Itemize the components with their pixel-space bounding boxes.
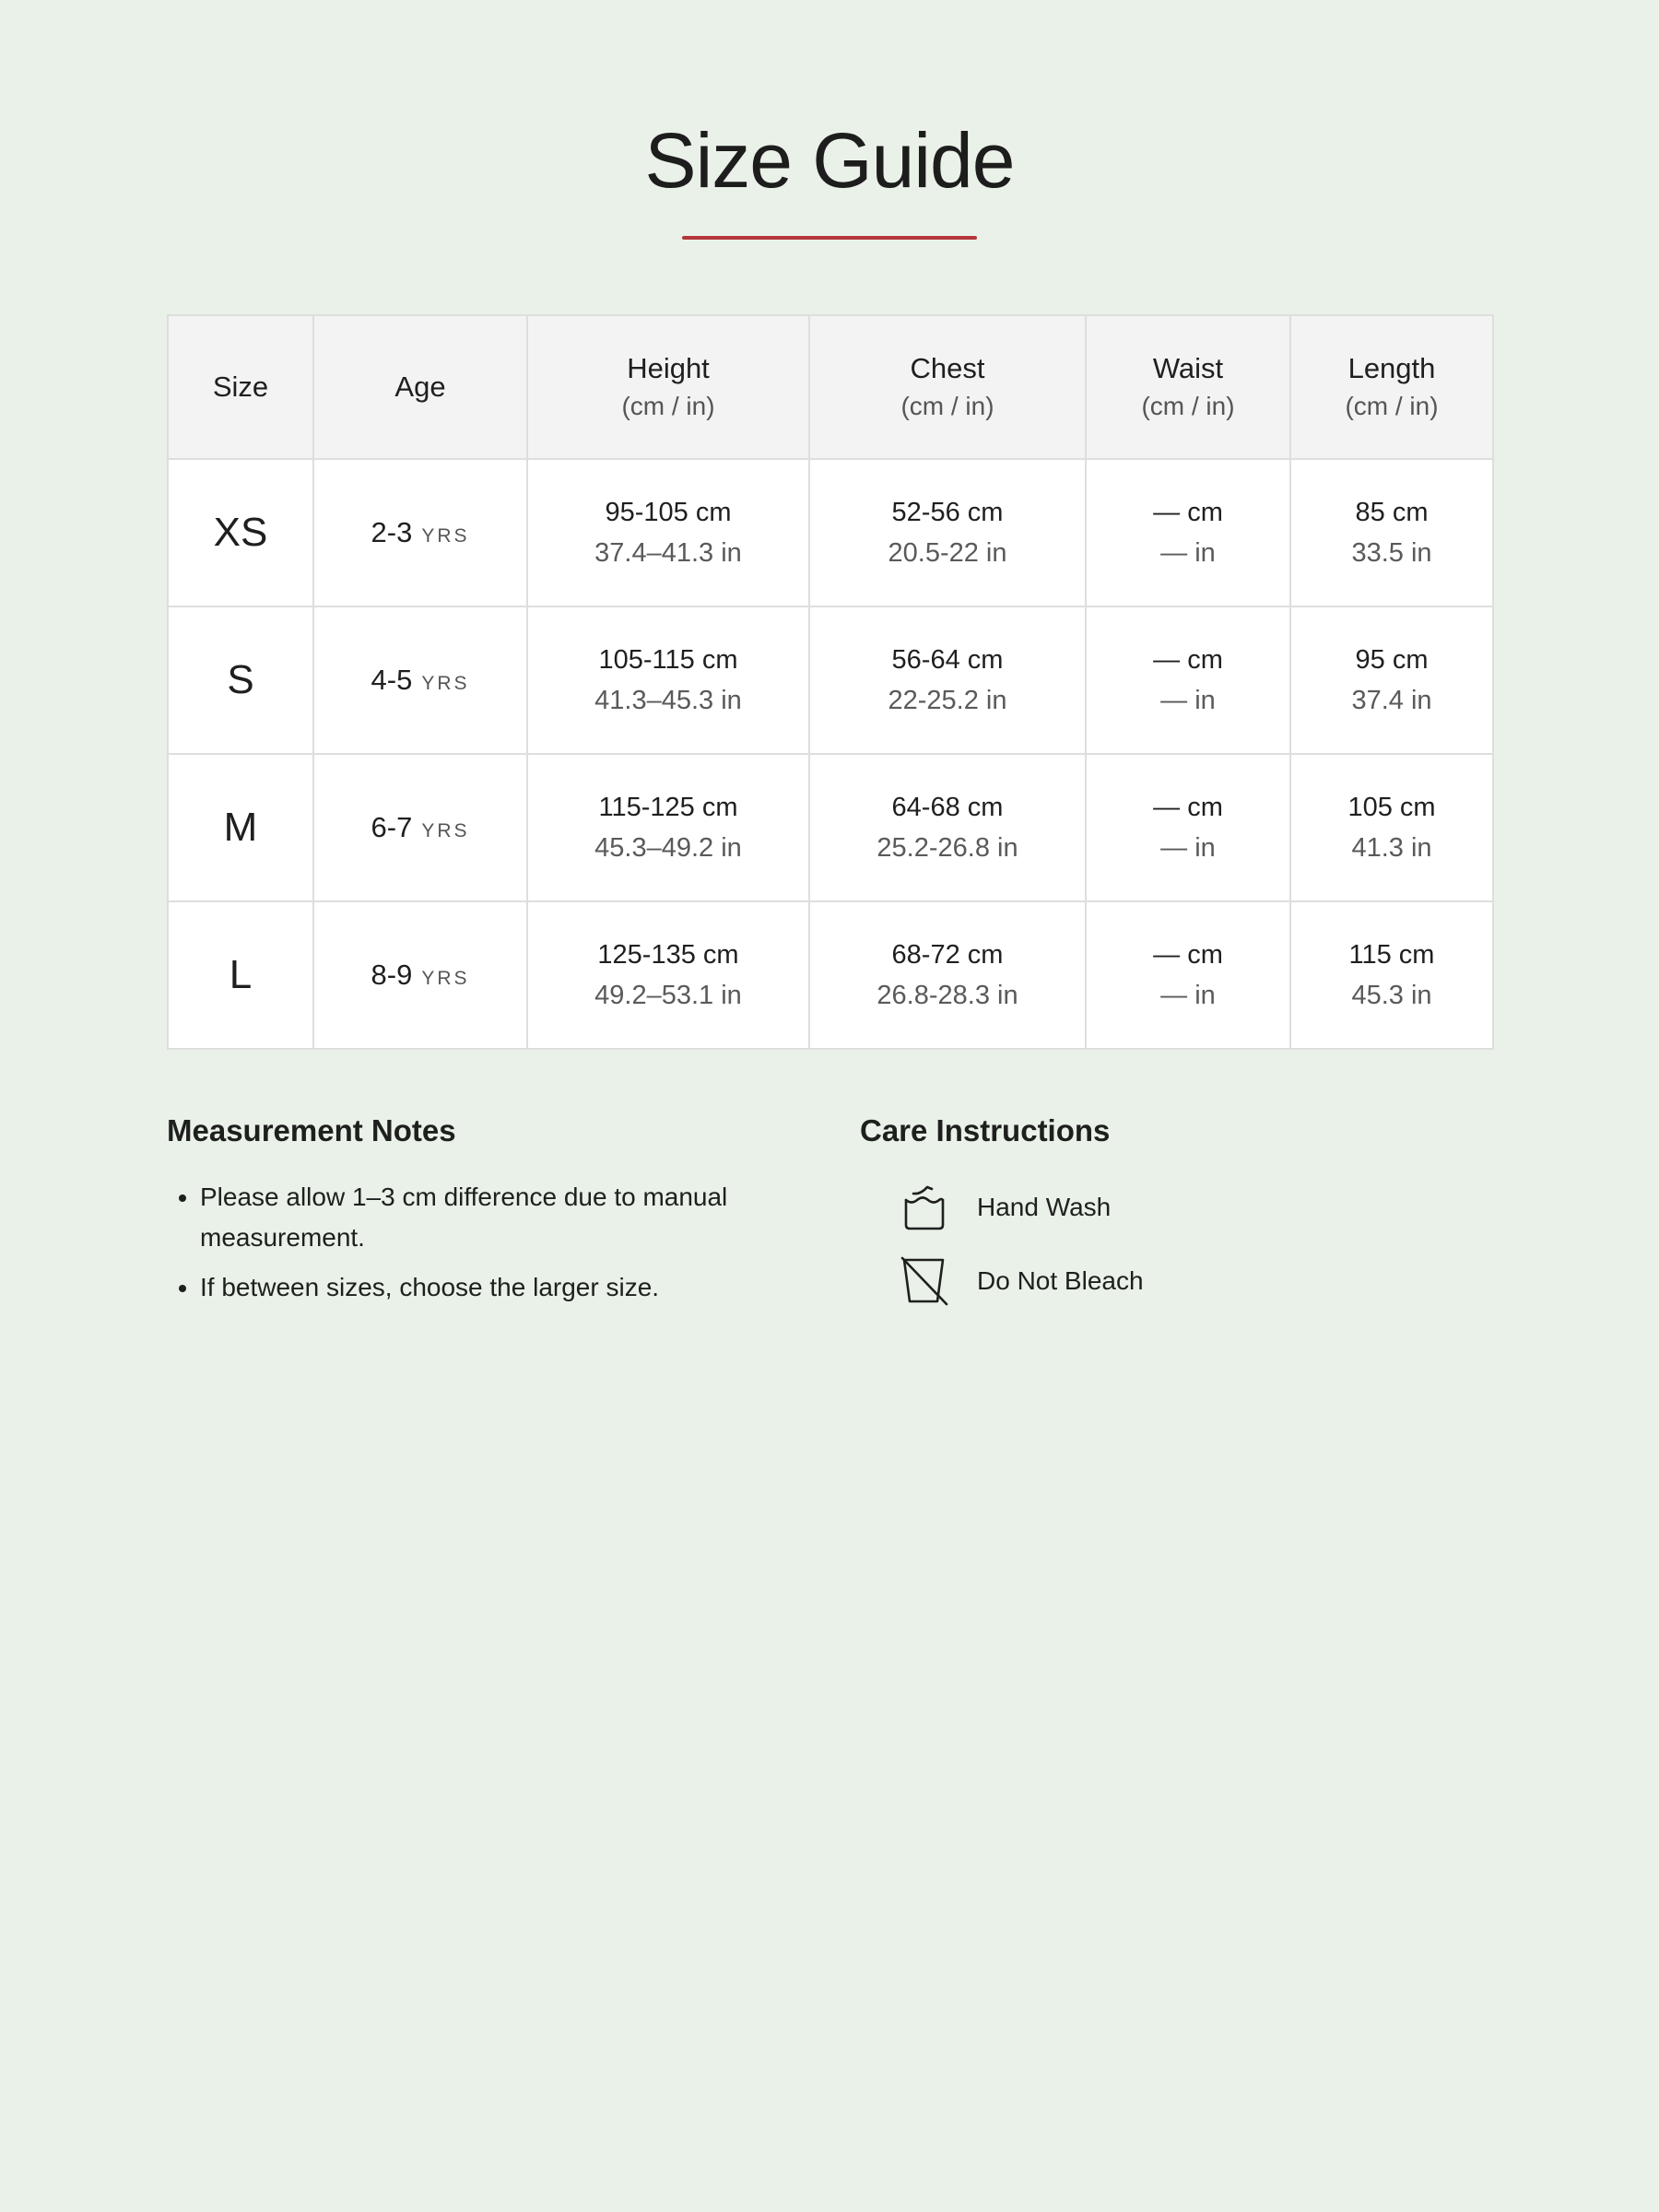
measurement-notes-heading: Measurement Notes xyxy=(167,1113,456,1147)
age-unit: YRS xyxy=(421,673,470,694)
chest-cell xyxy=(809,459,1086,606)
column-header-age xyxy=(313,315,527,459)
height-in: 45.3–49.2 in xyxy=(594,833,742,863)
waist-cm: — cm xyxy=(1153,940,1223,970)
page-title: Size Guide xyxy=(644,117,1015,204)
size-cell xyxy=(168,901,313,1049)
column-unit: (cm / in) xyxy=(621,392,715,420)
table-row xyxy=(168,754,1493,901)
waist-in: — in xyxy=(1160,833,1216,863)
age-cell xyxy=(313,606,527,754)
age-cell xyxy=(313,901,527,1049)
chest-in: 20.5-22 in xyxy=(888,538,1007,568)
height-cm: 115-125 cm xyxy=(598,793,738,822)
length-cell xyxy=(1290,901,1493,1049)
length-in: 37.4 in xyxy=(1351,686,1432,715)
age-value: 4-5 xyxy=(371,664,413,696)
waist-cm: — cm xyxy=(1153,498,1223,527)
age-unit: YRS xyxy=(421,968,470,989)
column-label: Age xyxy=(394,371,446,403)
care-label: Do Not Bleach xyxy=(977,1266,1144,1295)
chest-in: 25.2-26.8 in xyxy=(877,833,1018,863)
title-underline xyxy=(682,236,977,240)
waist-cm: — cm xyxy=(1153,793,1223,822)
height-cm: 125-135 cm xyxy=(597,940,739,970)
waist-cm: — cm xyxy=(1153,645,1223,675)
age-cell xyxy=(313,459,527,606)
column-label: Chest xyxy=(910,352,985,384)
length-in: 45.3 in xyxy=(1351,981,1432,1010)
chest-cm: 52-56 cm xyxy=(891,498,1004,527)
age-unit: YRS xyxy=(421,525,470,547)
chest-cm: 56-64 cm xyxy=(891,645,1004,675)
size-code: M xyxy=(223,805,258,850)
length-cm: 115 cm xyxy=(1348,940,1435,970)
waist-cell xyxy=(1086,459,1290,606)
column-label: Length xyxy=(1347,352,1436,384)
age-cell xyxy=(313,754,527,901)
size-code: S xyxy=(227,657,254,702)
height-cm: 105-115 cm xyxy=(598,645,738,675)
age-value: 2-3 xyxy=(371,516,413,548)
column-header-chest xyxy=(809,315,1086,459)
size-table xyxy=(167,314,1494,1050)
waist-in: — in xyxy=(1160,981,1216,1010)
table-header-row xyxy=(168,315,1493,459)
chest-cell xyxy=(809,901,1086,1049)
age-unit: YRS xyxy=(421,820,470,841)
height-cell xyxy=(527,606,809,754)
column-header-height xyxy=(527,315,809,459)
chest-cm: 68-72 cm xyxy=(891,940,1004,970)
height-in: 41.3–45.3 in xyxy=(594,686,742,715)
chest-in: 26.8-28.3 in xyxy=(877,981,1018,1010)
height-in: 37.4–41.3 in xyxy=(594,538,742,568)
waist-in: — in xyxy=(1160,538,1216,568)
care-item-hand-wash xyxy=(860,1181,1492,1234)
column-header-length xyxy=(1290,315,1493,459)
column-unit: (cm / in) xyxy=(1345,392,1439,420)
waist-cell xyxy=(1086,606,1290,754)
column-header-waist xyxy=(1086,315,1290,459)
waist-cell xyxy=(1086,754,1290,901)
care-item-do-not-bleach xyxy=(860,1254,1492,1308)
list-item: • Please allow 1–3 cm difference due to manual measurement. xyxy=(200,1177,794,1258)
length-cm: 85 cm xyxy=(1355,498,1429,527)
table-row xyxy=(168,606,1493,754)
care-list xyxy=(860,1181,1492,1308)
length-cm: 105 cm xyxy=(1347,793,1436,822)
age-value: 6-7 xyxy=(371,811,413,843)
length-cm: 95 cm xyxy=(1355,645,1429,675)
column-label: Height xyxy=(627,352,710,384)
size-code: XS xyxy=(213,510,268,555)
measurement-notes xyxy=(167,1112,794,1317)
waist-in: — in xyxy=(1160,686,1216,715)
column-label: Size xyxy=(212,371,269,403)
column-label: Waist xyxy=(1152,352,1224,384)
column-header-size xyxy=(168,315,313,459)
waist-cell xyxy=(1086,901,1290,1049)
length-in: 33.5 in xyxy=(1351,538,1432,568)
height-cell xyxy=(527,901,809,1049)
do-not-bleach-icon xyxy=(897,1254,952,1308)
info-section xyxy=(167,1112,1492,1334)
chest-in: 22-25.2 in xyxy=(888,686,1007,715)
care-instructions xyxy=(860,1112,1492,1328)
size-cell xyxy=(168,754,313,901)
column-unit: (cm / in) xyxy=(1141,392,1235,420)
table-row xyxy=(168,901,1493,1049)
notes-list xyxy=(167,1177,794,1308)
column-unit: (cm / in) xyxy=(900,392,994,420)
care-label: Hand Wash xyxy=(977,1193,1112,1221)
size-cell xyxy=(168,606,313,754)
age-value: 8-9 xyxy=(371,959,413,991)
chest-cm: 64-68 cm xyxy=(891,793,1004,822)
care-instructions-heading: Care Instructions xyxy=(860,1113,1111,1147)
chest-cell xyxy=(809,606,1086,754)
hand-wash-icon xyxy=(897,1181,952,1234)
size-cell xyxy=(168,459,313,606)
height-in: 49.2–53.1 in xyxy=(594,981,742,1010)
length-cell xyxy=(1290,754,1493,901)
chest-cell xyxy=(809,754,1086,901)
length-cell xyxy=(1290,459,1493,606)
list-item: • If between sizes, choose the larger size. xyxy=(200,1267,794,1308)
table-row xyxy=(168,459,1493,606)
length-in: 41.3 in xyxy=(1351,833,1432,863)
height-cm: 95-105 cm xyxy=(605,498,732,527)
length-cell xyxy=(1290,606,1493,754)
size-guide-page xyxy=(167,0,1492,1334)
height-cell xyxy=(527,459,809,606)
size-code: L xyxy=(229,952,253,997)
height-cell xyxy=(527,754,809,901)
